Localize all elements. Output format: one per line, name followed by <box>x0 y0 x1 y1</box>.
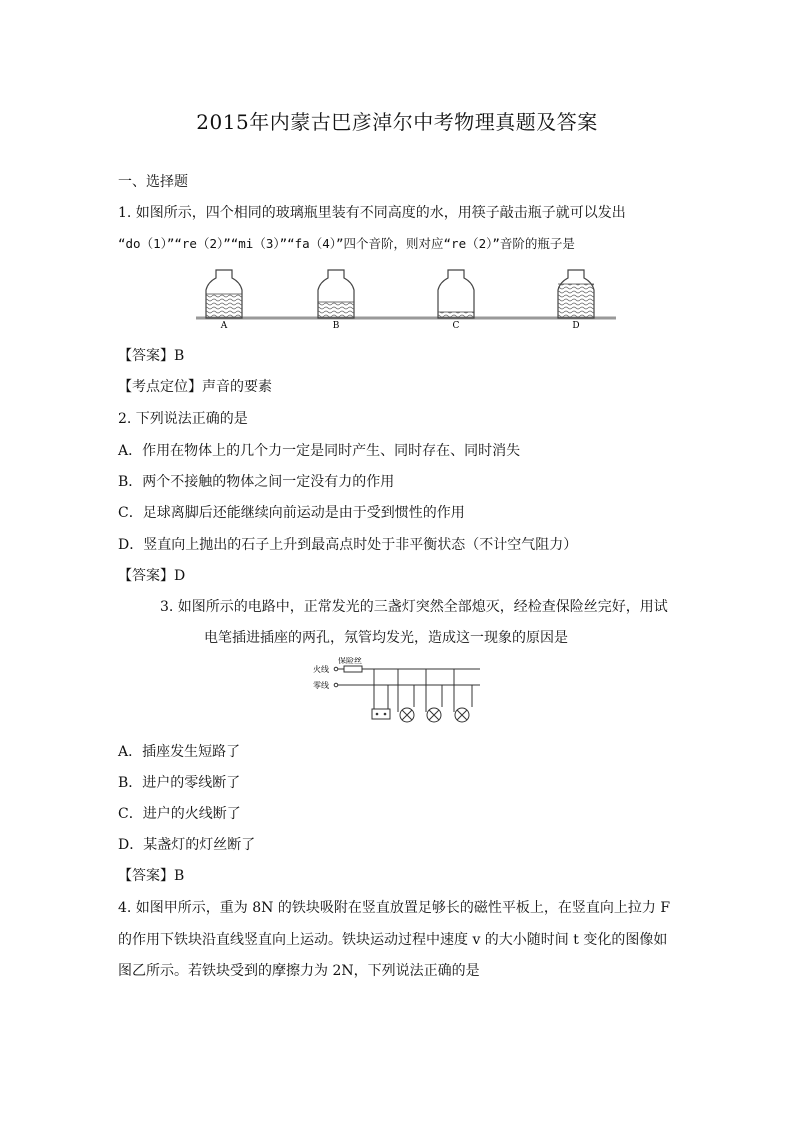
page-title: 2015年内蒙古巴彦淖尔中考物理真题及答案 <box>196 110 598 134</box>
q3-stem-line2: 电笔插进插座的两孔，氖管均发光，造成这一现象的原因是 <box>204 630 568 646</box>
q3-option-c: C．进户的火线断了 <box>118 806 241 822</box>
q1-answer: 【答案】B <box>118 348 185 364</box>
q3-option-d: D．某盏灯的灯丝断了 <box>118 837 256 853</box>
bottle-label-b: B <box>332 321 340 330</box>
bottle-label-c: C <box>452 321 460 330</box>
fuse-label: 保险丝 <box>338 657 362 665</box>
q1-stem-line1: 1. 如图所示，四个相同的玻璃瓶里装有不同高度的水，用筷子敲击瓶子就可以发出 <box>118 205 626 221</box>
q3-stem-line1: 3. 如图所示的电路中，正常发光的三盏灯突然全部熄灭，经检查保险丝完好，用试 <box>160 599 668 615</box>
bottle-label-a: A <box>220 321 228 330</box>
neutral-wire-label: 零线 <box>313 681 329 690</box>
bottle-b <box>318 270 354 318</box>
socket <box>372 709 390 719</box>
bottles-figure <box>196 266 616 330</box>
q4-stem-line2: 的作用下铁块沿直线竖直向上运动。铁块运动过程中速度 v 的大小随时间 t 变化的图像如 <box>118 932 668 948</box>
q3-answer: 【答案】B <box>118 868 185 884</box>
q2-option-b: B．两个不接触的物体之间一定没有力的作用 <box>118 474 395 490</box>
section-heading: 一、选择题 <box>118 174 188 190</box>
q1-stem-line2: “do（1）”“re（2）”“mi（3）”“fa（4）”四个音阶，则对应“re（2）”音阶的瓶子是 <box>118 236 575 251</box>
q2-stem: 2. 下列说法正确的是 <box>118 411 248 427</box>
q3-option-b: B．进户的零线断了 <box>118 775 241 791</box>
q4-stem-line1: 4. 如图甲所示，重为 8N 的铁块吸附在竖直放置足够长的磁性平板上，在竖直向上拉力 F <box>118 900 671 916</box>
q2-option-a: A．作用在物体上的几个力一定是同时产生、同时存在、同时消失 <box>118 443 521 459</box>
q4-stem-line3: 图乙所示。若铁块受到的摩擦力为 2N，下列说法正确的是 <box>118 963 480 979</box>
live-wire-label: 火线 <box>313 665 329 674</box>
q2-option-d: D．竖直向上抛出的石子上升到最高点时处于非平衡状态（不计空气阻力） <box>118 537 578 553</box>
circuit-figure <box>312 657 484 727</box>
bottle-d <box>558 270 594 318</box>
bottle-a <box>206 270 242 318</box>
fuse <box>344 666 362 672</box>
bottle-label-d: D <box>572 321 580 330</box>
q1-knowledge-point: 【考点定位】声音的要素 <box>118 379 272 395</box>
bottle-c <box>438 270 474 318</box>
q3-option-a: A．插座发生短路了 <box>118 744 241 760</box>
q2-option-c: C．足球离脚后还能继续向前运动是由于受到惯性的作用 <box>118 505 465 521</box>
q2-answer: 【答案】D <box>118 568 186 584</box>
